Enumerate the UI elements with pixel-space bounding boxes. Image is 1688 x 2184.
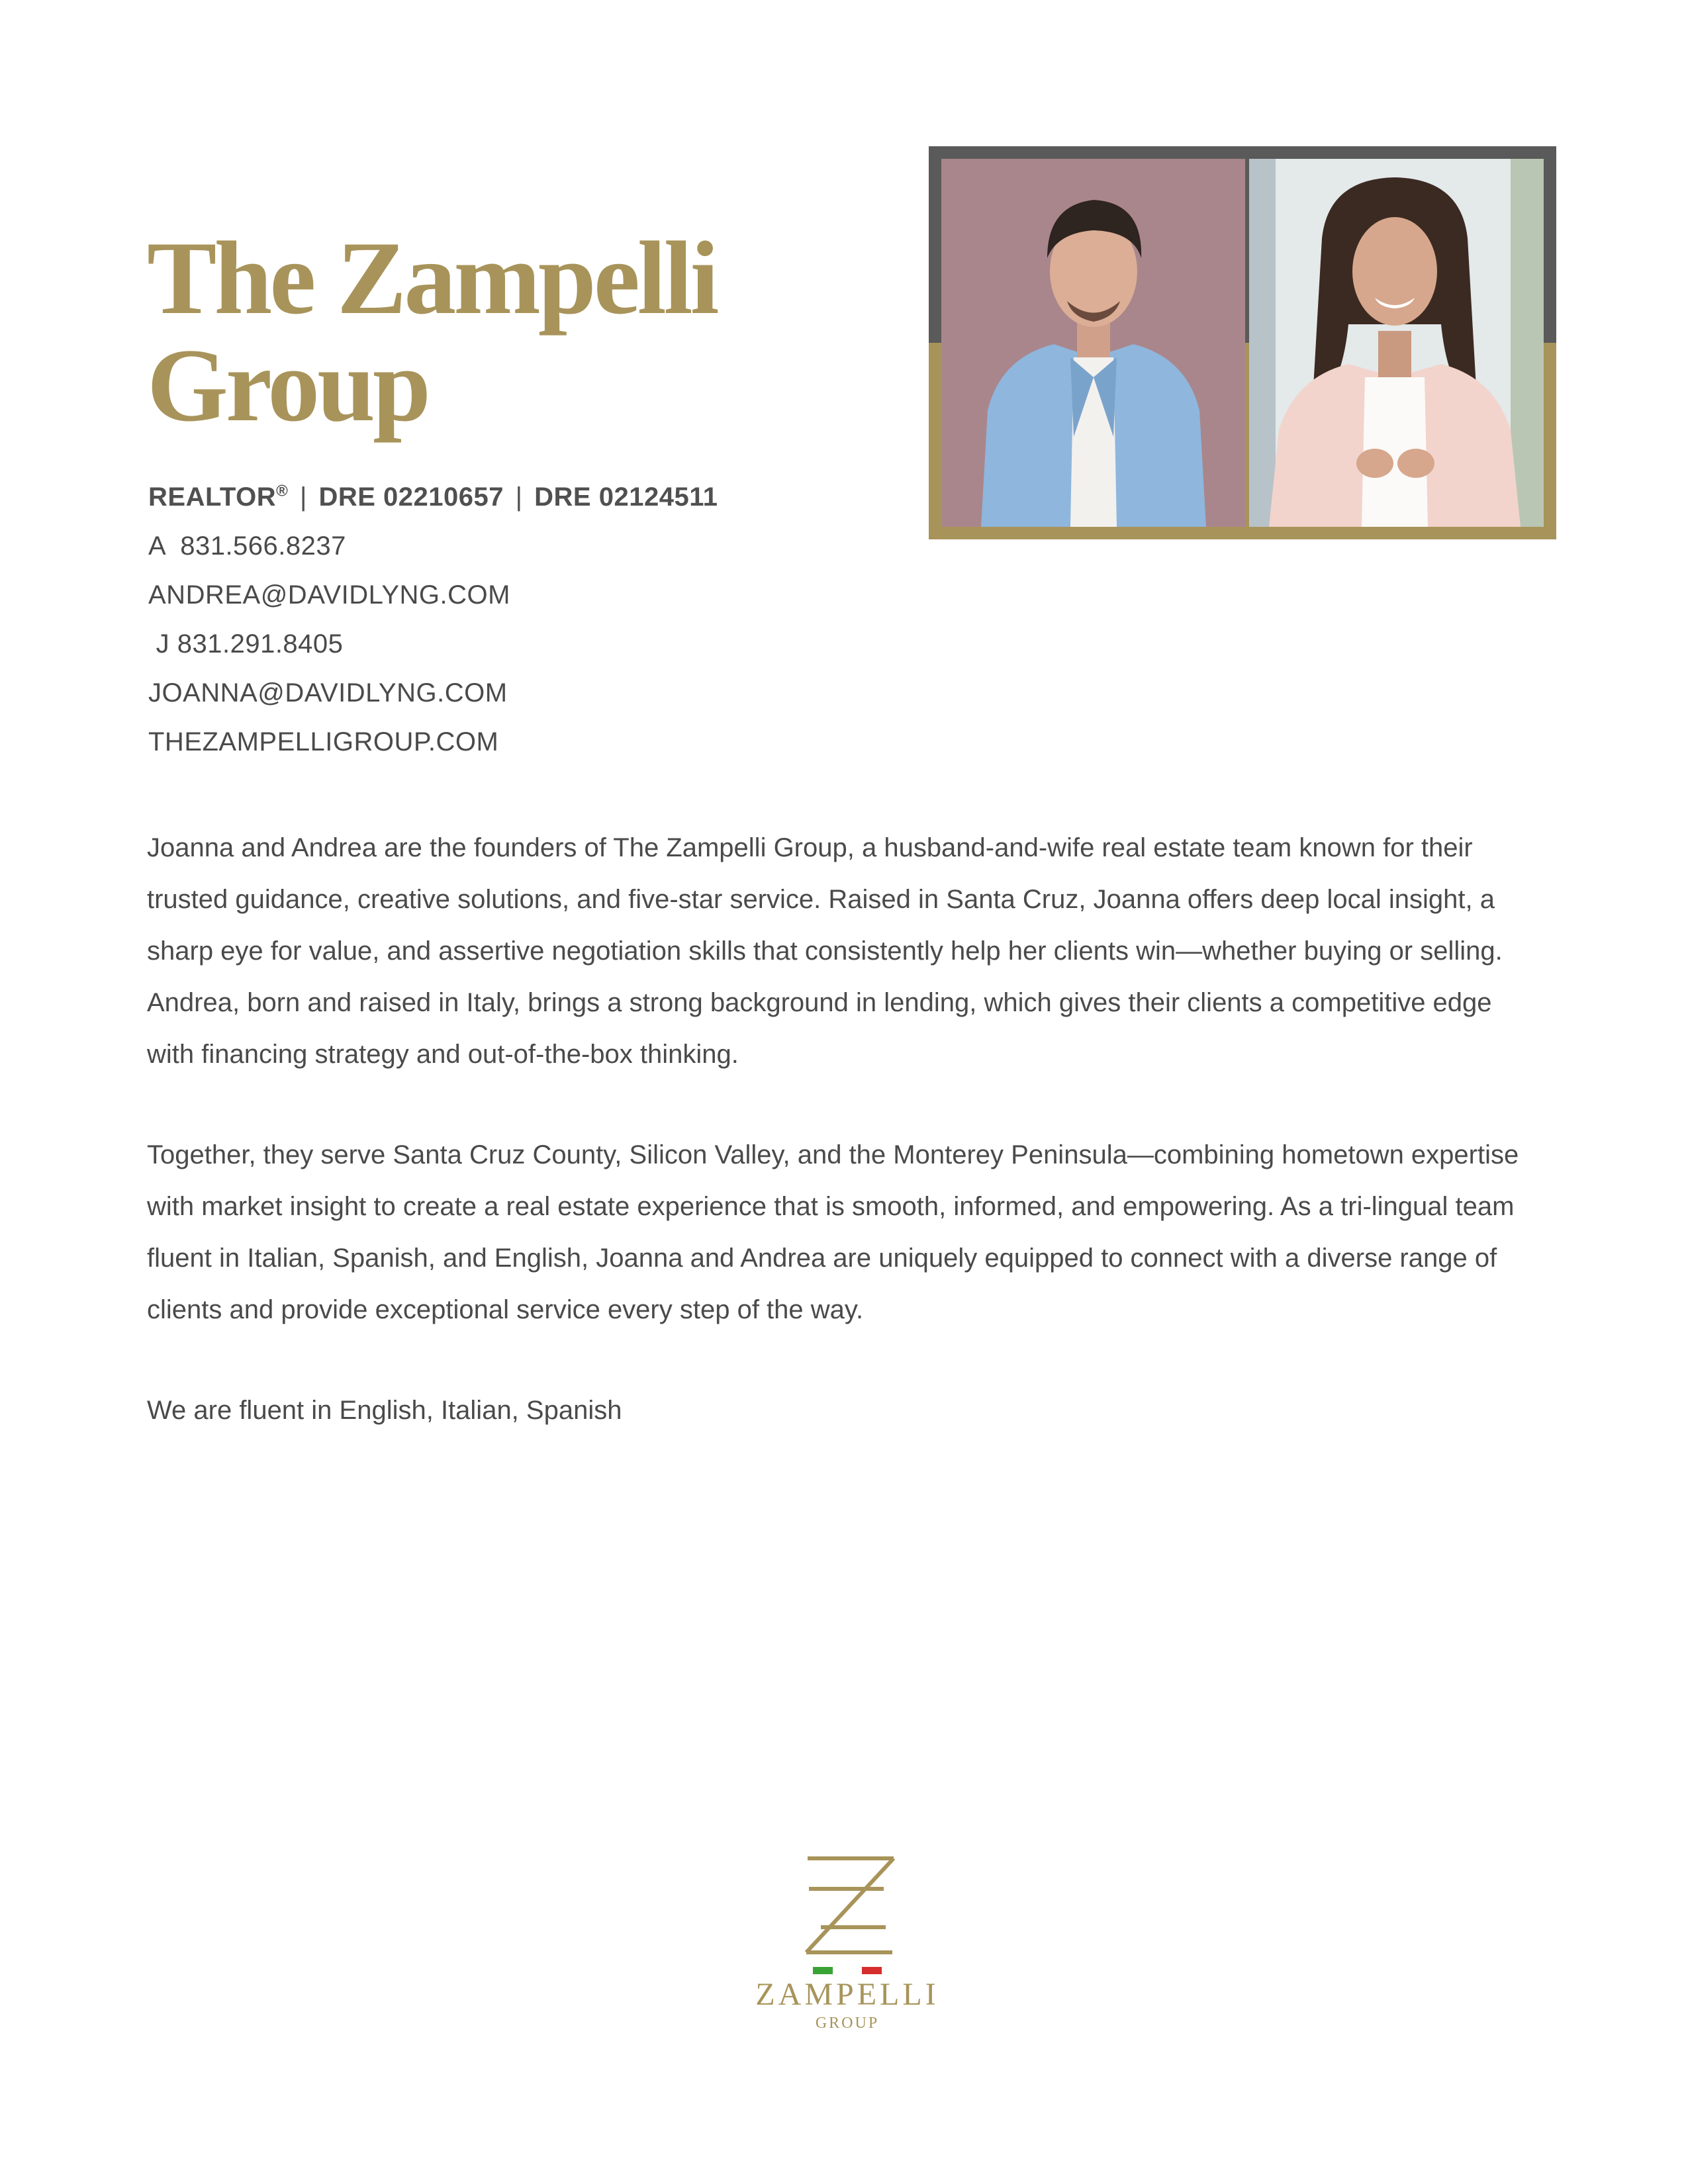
registered-mark: ® [276, 482, 289, 500]
website-link[interactable]: THEZAMPELLIGROUP.COM [148, 727, 499, 756]
realtor-label: REALTOR [148, 482, 277, 512]
bio-section [147, 822, 1544, 1436]
flag-red-stripe [862, 1967, 882, 1974]
joanna-phone[interactable]: J 831.291.8405 [148, 629, 344, 659]
logo-wordmark: ZAMPELLI [755, 1977, 939, 2012]
zampelli-logo [728, 1846, 966, 2032]
joanna-photo [1249, 159, 1544, 527]
dre-number-1: DRE 02210657 [318, 482, 504, 512]
andrea-email-link[interactable]: ANDREA@DAVIDLYNG.COM [148, 580, 510, 610]
contact-block [148, 473, 876, 766]
andrea-photo [941, 159, 1245, 527]
team-photo-frame [929, 146, 1556, 539]
joanna-email-link[interactable]: JOANNA@DAVIDLYNG.COM [148, 678, 508, 707]
flag-green-stripe [813, 1967, 833, 1974]
bio-paragraph-2: Together, they serve Santa Cruz County, Silicon Valley, and the Monterey Peninsula—combining hometown expertise with market insight to create a real estate experience that is smooth, informed, and empowering. As a tri-lingual team fluent in Italian, Spanish, and English, Joanna and Andrea are uniquely equipped to connect with a diverse range of clients and provide exceptional service every step of the way. [147, 1140, 1519, 1324]
andrea-portrait-illustration [941, 159, 1245, 527]
joanna-portrait-illustration [1249, 159, 1544, 527]
languages-statement: We are fluent in English, Italian, Spanish [147, 1396, 622, 1425]
andrea-phone[interactable]: A 831.566.8237 [148, 531, 346, 561]
bio-paragraph-1: Joanna and Andrea are the founders of The Zampelli Group, a husband-and-wife real estate team known for their trusted guidance, creative solutions, and five-star service. Raised in Santa Cruz, Joanna offers deep local insight, a sharp eye for value, and assertive negotiation skills that consistently help her clients win—whether buying or selling. Andrea, born and raised in Italy, brings a strong background in lending, which gives their clients a competitive edge with financing strategy and out-of-the-box thinking. [147, 833, 1503, 1069]
title-line-1: The Zampelli [147, 220, 717, 336]
separator: | [515, 482, 523, 512]
title-line-2: Group [147, 328, 428, 443]
z-monogram-icon [728, 1846, 966, 1976]
logo-subtitle: GROUP [815, 2015, 880, 2032]
separator: | [299, 482, 307, 512]
page-title [147, 220, 875, 443]
license-line [148, 473, 876, 522]
dre-number-2: DRE 02124511 [534, 482, 718, 512]
